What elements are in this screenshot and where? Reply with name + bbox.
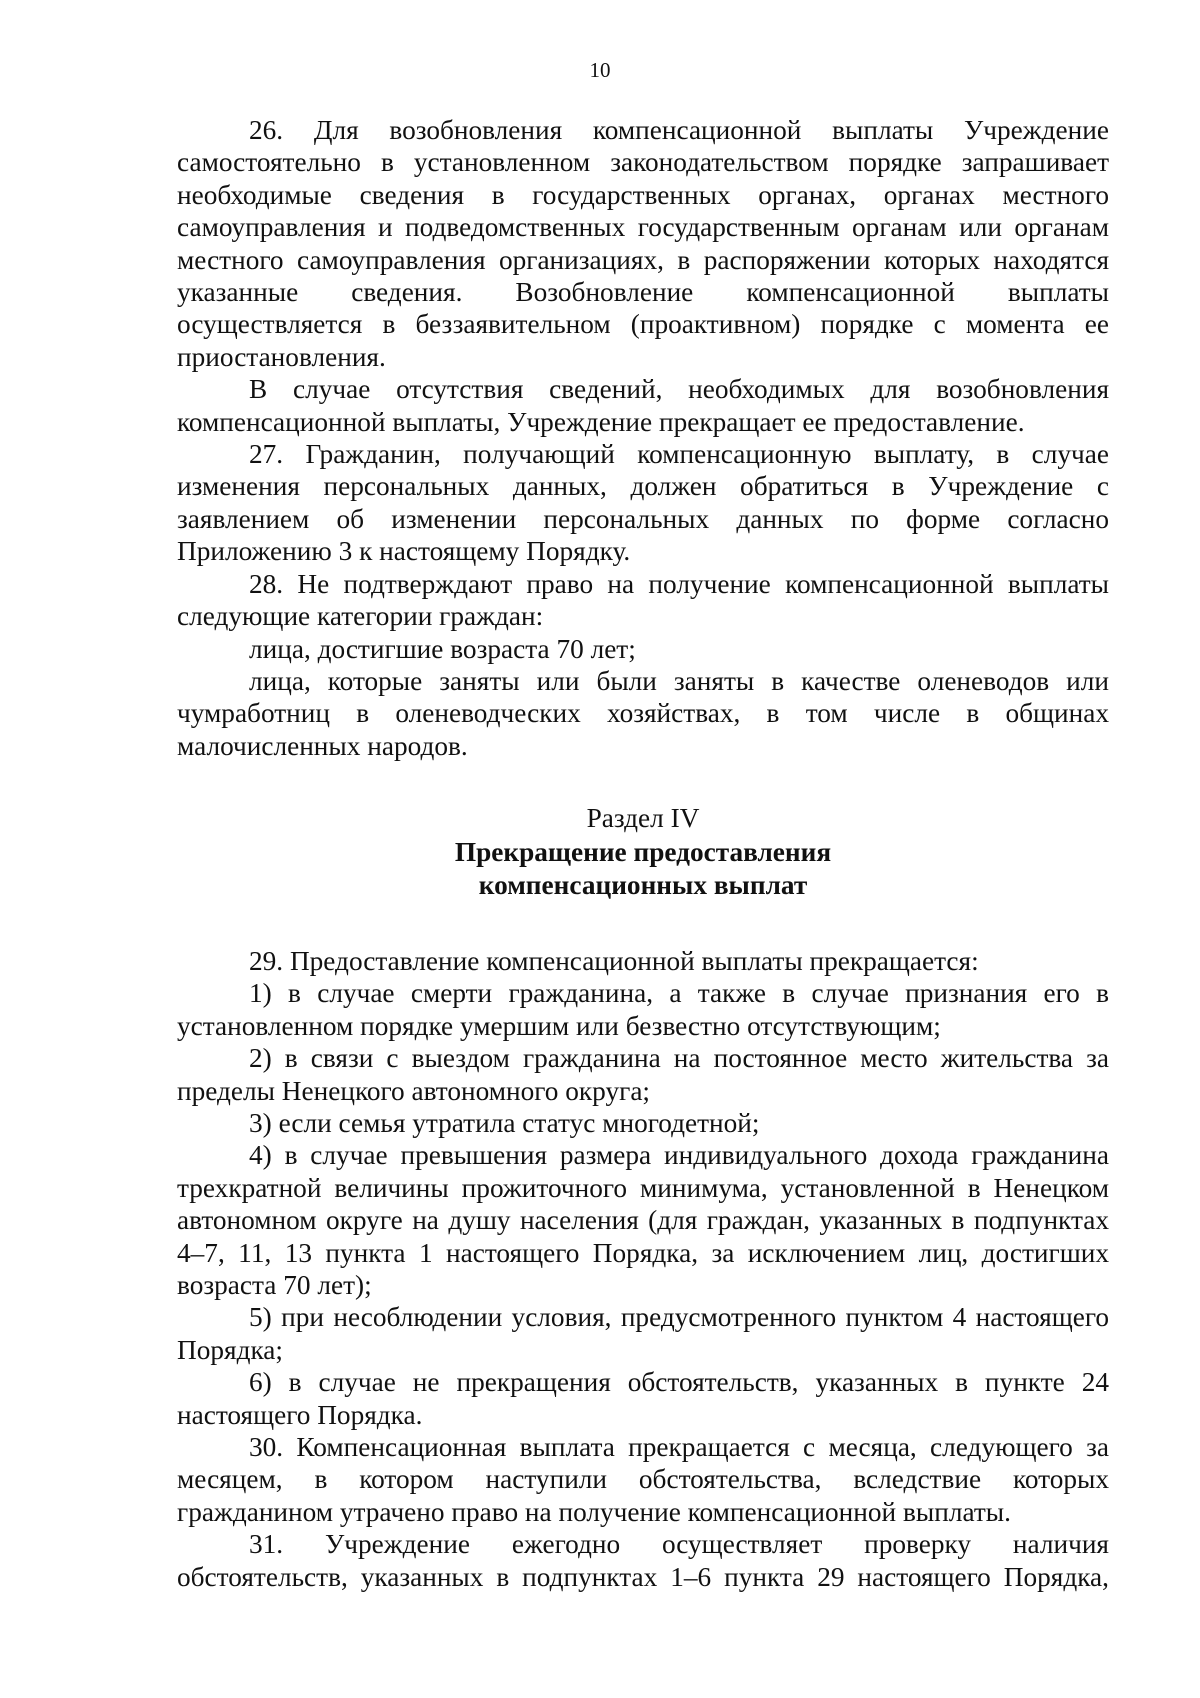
section-heading xyxy=(177,802,1109,903)
paragraph-26: 26. Для возобновления компенсационной выплаты Учреждение самостоятельно в установленном законодательством порядке запрашивает необходимые сведения в государственных органах, органах местного самоуправления и подведомственных государственным органам или органам местного самоуправления организациях, в распоряжении которых находятся указанные сведения. Возобновление компенсационной выплаты осуществляется в беззаявительном (проактивном) порядке с момента ее приостановления. xyxy=(177,115,1109,372)
section-number: Раздел IV xyxy=(586,803,700,834)
paragraph-29-item-4: 4) в случае превышения размера индивидуального дохода гражданина трехкратной величины прожиточного минимума, установленной в Ненецком автономном округе на душу населения (для граждан, указанных в подпунктах 4–7, 11, 13 пункта 1 настоящего Порядка, за исключением лиц, достигших возраста 70 лет); xyxy=(177,1140,1109,1300)
paragraph-29-item-5: 5) при несоблюдении условия, предусмотренного пунктом 4 настоящего Порядка; xyxy=(177,1302,1109,1365)
paragraph-31: 31. Учреждение ежегодно осуществляет проверку наличия обстоятельств, указанных в подпунктах 1–6 пункта 29 настоящего Порядка, xyxy=(177,1529,1109,1592)
paragraph-29-item-6: 6) в случае не прекращения обстоятельств, указанных в пункте 24 настоящего Порядка. xyxy=(177,1367,1109,1430)
paragraph-29: 29. Предоставление компенсационной выплаты прекращается: xyxy=(249,945,979,976)
paragraph-29-item-1: 1) в случае смерти гражданина, а также в случае признания его в установленном порядке умершим или безвестно отсутствующим; xyxy=(177,978,1109,1041)
paragraph-27: 27. Гражданин, получающий компенсационную выплату, в случае изменения персональных данных, должен обратиться в Учреждение с заявлением об изменении персональных данных по форме согласно Приложению 3 к настоящему Порядку. xyxy=(177,439,1109,567)
paragraph-29-item-2: 2) в связи с выездом гражданина на постоянное место жительства за пределы Ненецкого автономного округа; xyxy=(177,1043,1109,1106)
paragraph-26-no-data: В случае отсутствия сведений, необходимых для возобновления компенсационной выплаты, Учреждение прекращает ее предоставление. xyxy=(177,374,1109,437)
page-number: 10 xyxy=(589,58,611,82)
paragraph-29-item-3: 3) если семья утратила статус многодетной; xyxy=(249,1107,760,1138)
paragraph-28-item-reindeer: лица, которые заняты или были заняты в качестве оленеводов или чумработниц в оленеводческих хозяйствах, в том числе в общинах малочисленных народов. xyxy=(177,665,1109,761)
paragraph-28-item-age: лица, достигшие возраста 70 лет; xyxy=(249,633,636,664)
paragraph-30: 30. Компенсационная выплата прекращается с месяца, следующего за месяцем, в котором наступили обстоятельства, вследствие которых гражданином утрачено право на получение компенсационной выплаты. xyxy=(177,1432,1109,1527)
section-title-line-1: Прекращение предоставления xyxy=(454,836,832,867)
paragraph-28: 28. Не подтверждают право на получение компенсационной выплаты следующие категории граждан: xyxy=(177,568,1109,632)
document-body xyxy=(177,114,1109,1593)
section-title-line-2: компенсационных выплат xyxy=(478,870,808,901)
